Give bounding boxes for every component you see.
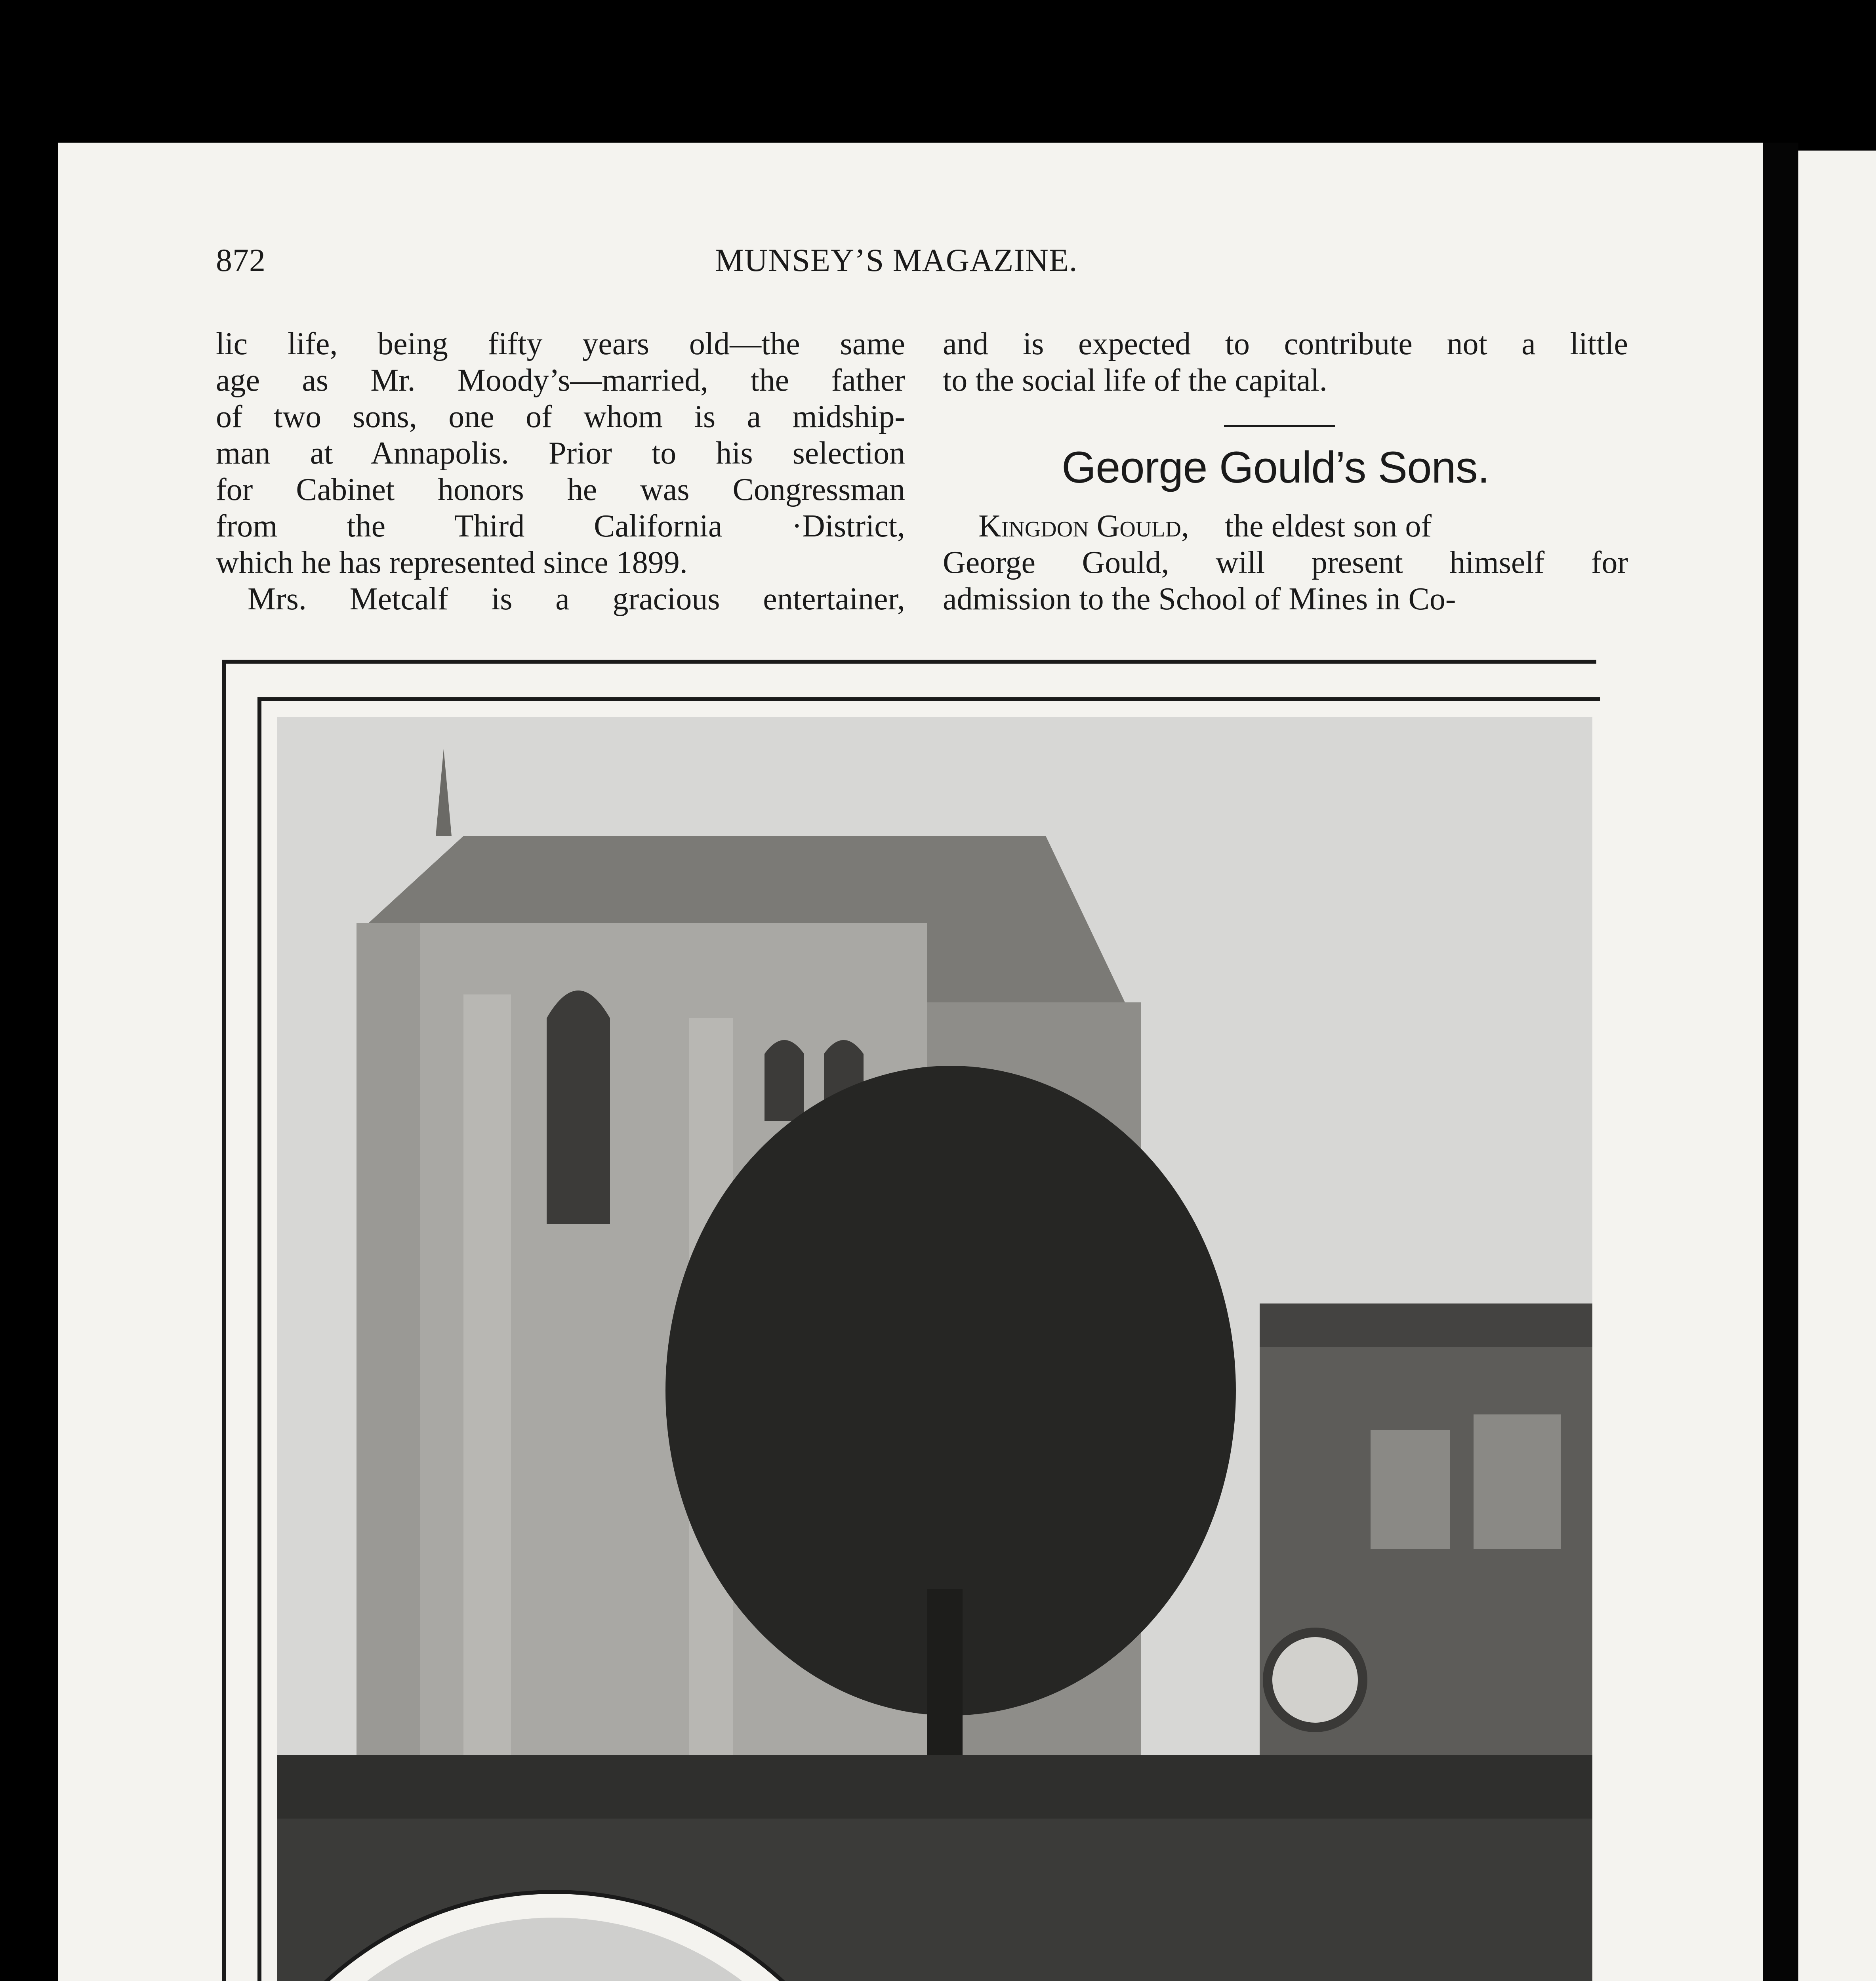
text-line: and is expected to contribute not a little bbox=[943, 326, 1628, 361]
text-line: age as Mr. Moody’s—married, the father bbox=[216, 363, 905, 398]
text-line bbox=[978, 508, 1432, 544]
name-lead: Kingdon Gould, bbox=[978, 509, 1189, 544]
section-heading: George Gould’s Sons. bbox=[1062, 443, 1489, 492]
text-line: which he has represented since 1899. bbox=[216, 545, 688, 580]
text-fragment: the eldest son of bbox=[1224, 509, 1432, 544]
text-line: George Gould, will present himself for bbox=[943, 545, 1628, 580]
text-line: lic life, being fifty years old—the same bbox=[216, 326, 905, 361]
text-line: Mrs. Metcalf is a gracious entertainer, bbox=[248, 582, 905, 616]
cathedral-photograph bbox=[277, 717, 1592, 1981]
running-title: MUNSEY’S MAGAZINE. bbox=[715, 242, 1078, 278]
facing-page-edge bbox=[1798, 151, 1876, 1981]
cathedral-illustration bbox=[277, 717, 1592, 1981]
page-gutter bbox=[1763, 143, 1798, 1981]
text-line: for Cabinet honors he was Congressman bbox=[216, 472, 905, 507]
text-line: to the social life of the capital. bbox=[943, 363, 1327, 398]
heading-rule bbox=[1224, 425, 1335, 427]
text-line: from the Third California ·District, bbox=[216, 509, 905, 544]
page-number: 872 bbox=[216, 242, 266, 278]
text-line: man at Annapolis. Prior to his selection bbox=[216, 436, 905, 471]
text-line: of two sons, one of whom is a midship- bbox=[216, 399, 905, 434]
text-line: admission to the School of Mines in Co- bbox=[943, 582, 1456, 616]
